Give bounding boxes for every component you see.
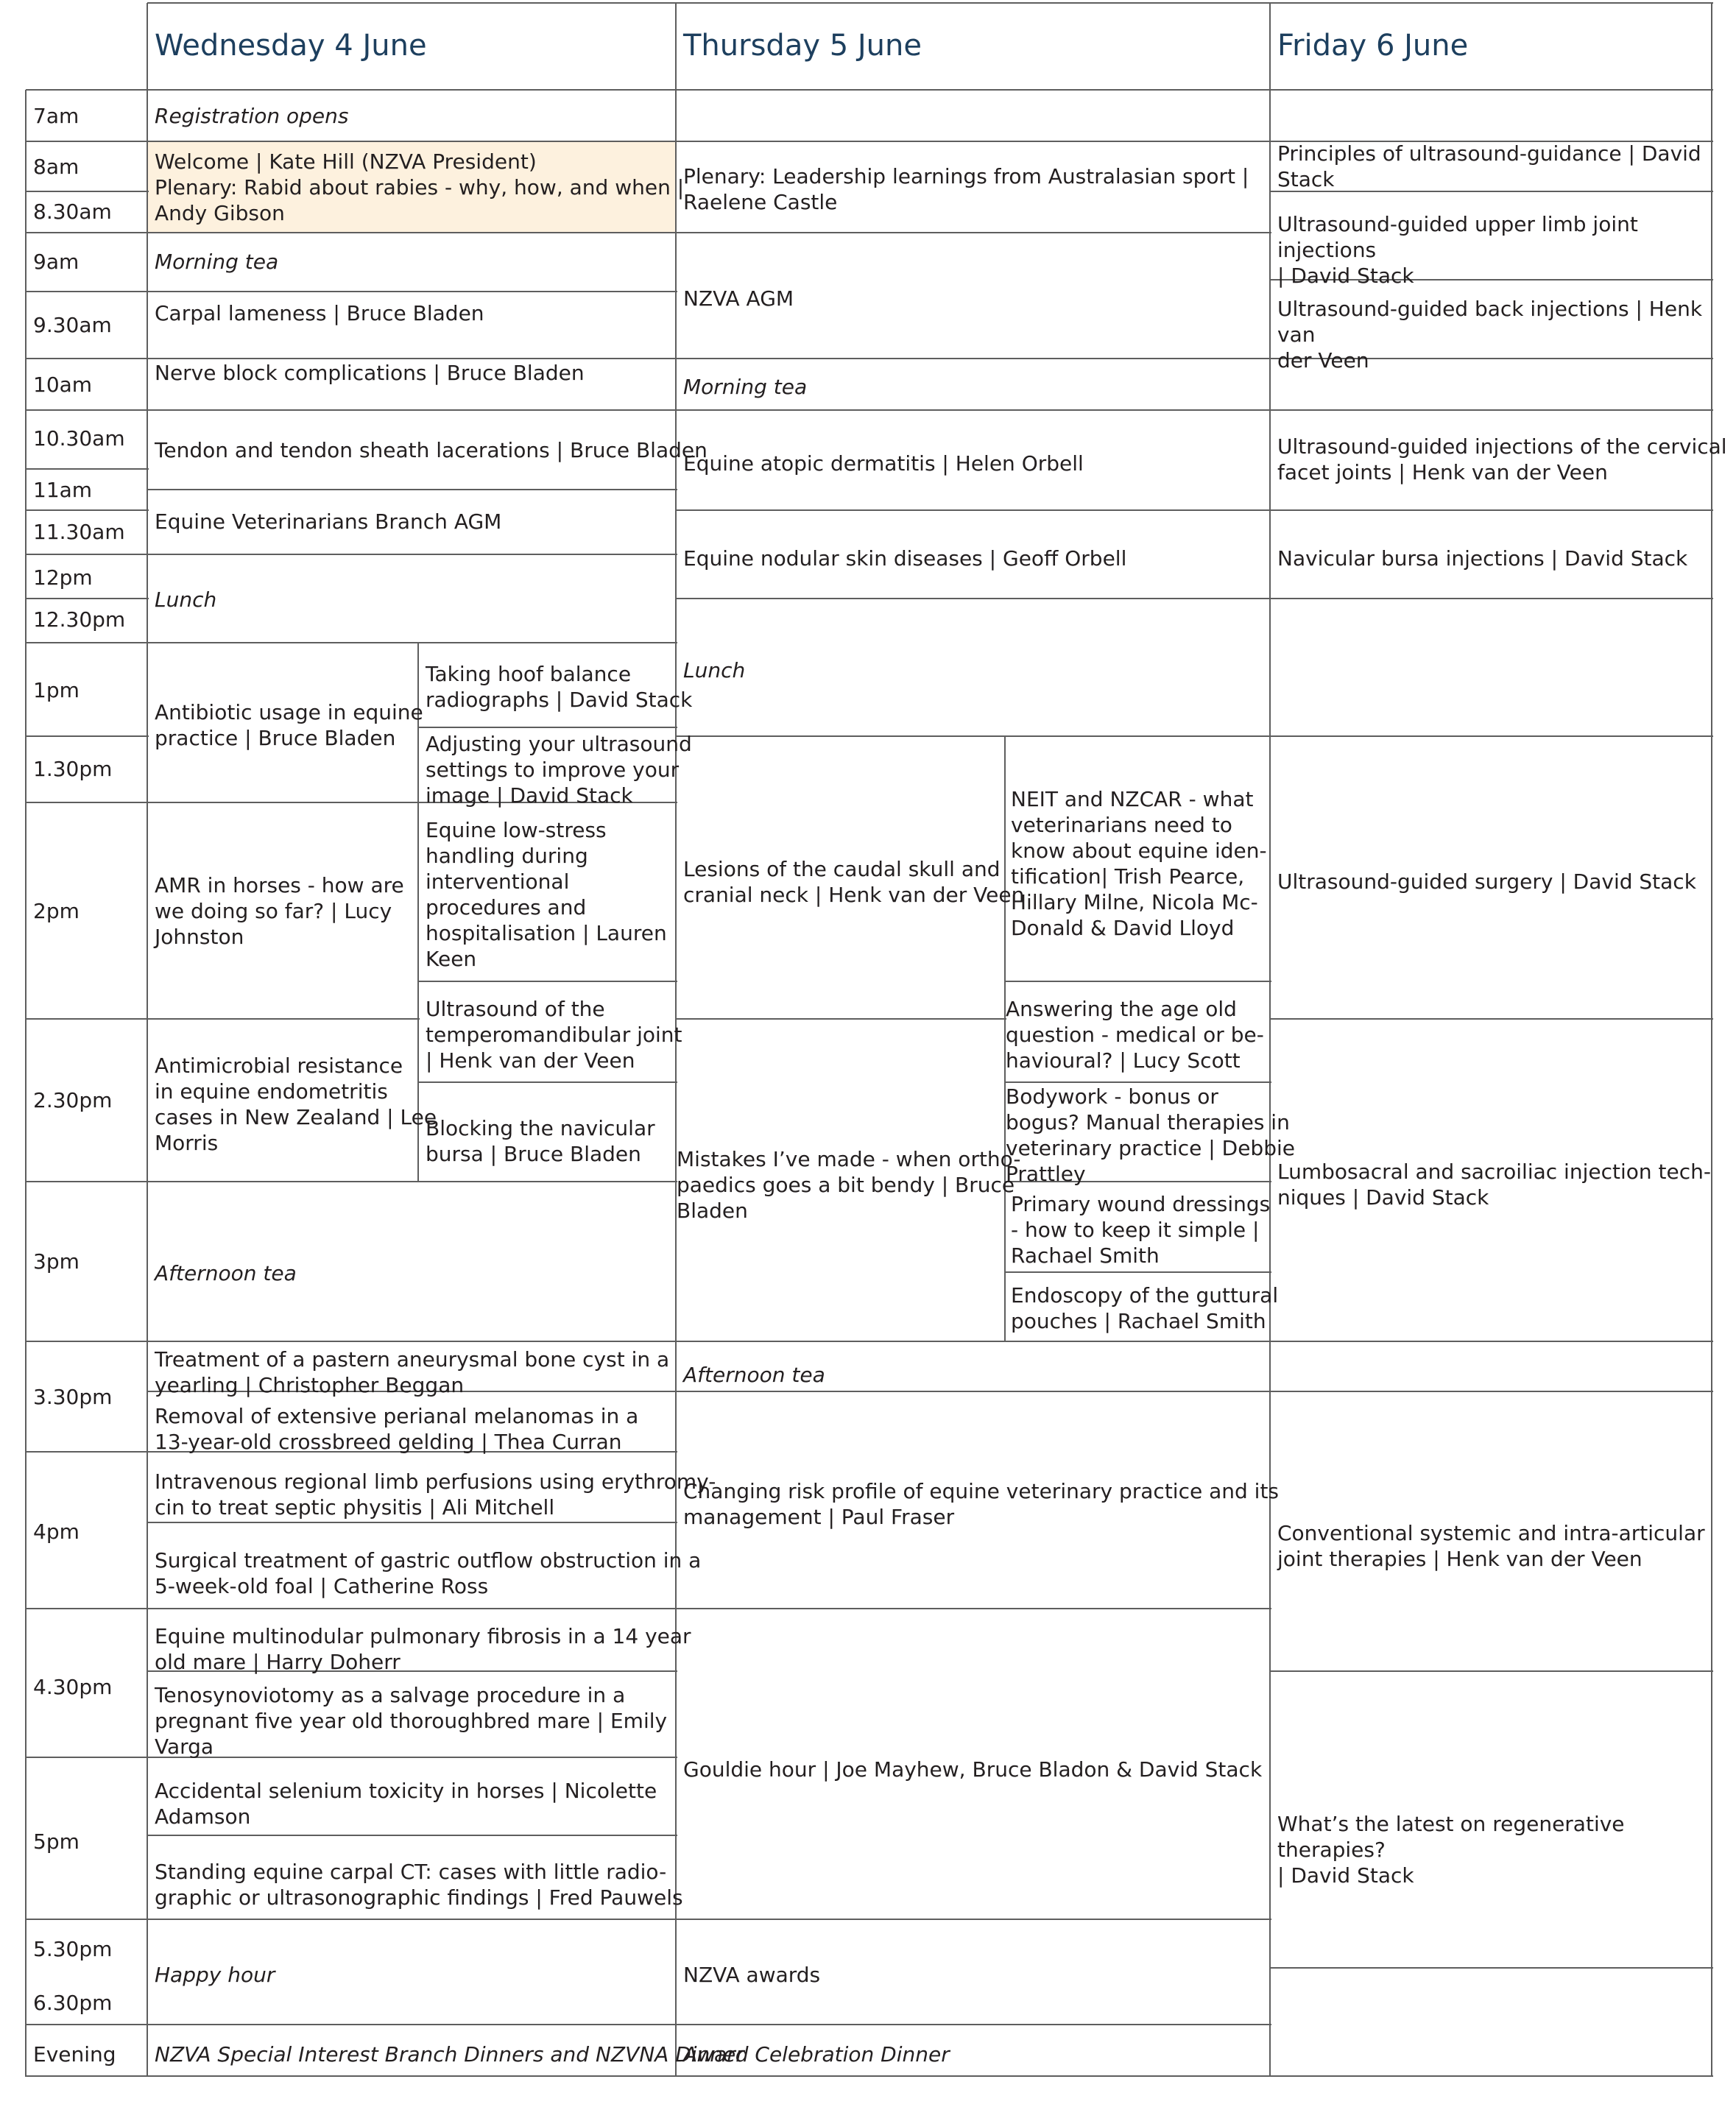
cervical-facet: Ultrasound-guided injections of the cervical facet joints | Henk van der Veen [1277,434,1727,484]
grid-line-horizontal [1270,1967,1713,1969]
welcome-plenary: Welcome | Kate Hill (NZVA President) Plenary: Rabid about rabies - why, how, and when | Andy Gibson [155,149,685,225]
nzva-awards: NZVA awards [683,1963,821,1987]
pastern-cyst: Treatment of a pastern aneurysmal bone cyst in a yearling | Christopher Beggan [155,1347,670,1397]
grid-line-horizontal [26,141,149,142]
grid-line-horizontal [418,1081,677,1083]
time-4pm: 4pm [33,1520,80,1544]
low-stress-handling: Equine low-stress handling during interventional procedures and hospitalisation | Lauren Keen [426,818,667,971]
time-1pm: 1pm [33,678,80,702]
upper-limb-injections: Ultrasound-guided upper limb joint injections | David Stack [1277,212,1638,288]
antimicrobial-resistance: Antimicrobial resistance in equine endometritis cases in New Zealand | Lee Morris [155,1054,437,1155]
caudal-skull-lesions: Lesions of the caudal skull and cranial neck | Henk van der Veen [683,857,1025,907]
grid-line-horizontal [147,1608,677,1609]
grid-line-horizontal [676,409,1713,411]
thu-afternoon-tea: Afternoon tea [683,1363,825,1387]
time-10am: 10am [33,373,93,397]
selenium-toxicity: Accidental selenium toxicity in horses | Nicolette Adamson [155,1779,657,1829]
grid-line-horizontal [147,1522,677,1523]
grid-line-horizontal [1005,1271,1271,1273]
grid-line-horizontal [147,1341,677,1342]
grid-line-horizontal [147,2,1713,4]
thu-morning-tea: Morning tea [683,375,808,399]
grid-line-horizontal [147,291,677,292]
time-930: 9.30am [33,313,112,337]
grid-line-horizontal [147,358,677,359]
grid-line-horizontal [676,1341,1713,1342]
tendon-lacerations: Tendon and tendon sheath lacerations | Bruce Bladen [155,438,708,462]
grid-line-horizontal [1270,1018,1713,1020]
time-3pm: 3pm [33,1249,80,1274]
grid-line-horizontal [147,802,420,803]
grid-line-horizontal [26,509,149,511]
time-430: 4.30pm [33,1675,113,1699]
grid-line-horizontal [26,802,149,803]
time-evening: Evening [33,2042,116,2067]
grid-line-horizontal [1270,1670,1713,1672]
nodular-skin: Equine nodular skin diseases | Geoff Orbell [683,546,1127,571]
time-11am: 11am [33,478,93,502]
amr-horses: AMR in horses - how are we doing so far? | Lucy Johnston [155,873,404,949]
hoof-radiographs: Taking hoof balance radiographs | David Stack [426,662,693,712]
grid-line-horizontal [147,1835,677,1836]
wed-afternoon-tea: Afternoon tea [155,1261,297,1285]
back-injections: Ultrasound-guided back injections | Henk van der Veen [1277,297,1703,373]
grid-line-horizontal [147,642,677,643]
mistakes-orthopaedics: Mistakes I’ve made - when ortho- paedics goes a bit bendy | Bruce Bladen [677,1147,1021,1223]
grid-line-horizontal [147,1181,677,1182]
grid-line-horizontal [676,598,1271,599]
atopic-dermatitis: Equine atopic dermatitis | Helen Orbell [683,451,1084,476]
grid-line-horizontal [147,2075,677,2077]
grid-line-horizontal [26,358,149,359]
grid-line-horizontal [26,1451,149,1453]
wed-dinner: NZVA Special Interest Branch Dinners and NZVNA Dinner [155,2042,744,2067]
grid-line-horizontal [147,554,677,555]
gastric-obstruction: Surgical treatment of gastric outflow obstruction in a 5-week-old foal | Catherine Ross [155,1548,702,1598]
friday-header: Friday 6 June [1277,29,1469,63]
grid-line-horizontal [1005,1081,1271,1083]
navicular-injections: Navicular bursa injections | David Stack [1277,546,1688,571]
grid-line-horizontal [26,1919,149,1920]
time-2pm: 2pm [33,899,80,923]
grid-line-horizontal [26,1181,149,1182]
grid-line-horizontal [26,598,149,599]
grid-line-vertical [1269,3,1271,2077]
grid-line-horizontal [1270,598,1713,599]
neit-nzcar: NEIT and NZCAR - what veterinarians need to know about equine iden- tification| Trish Pearce, Hillary Milne, Nicola Mc- Donald & David Lloyd [1011,787,1267,940]
grid-line-horizontal [676,1608,1271,1609]
time-630: 6.30pm [33,1991,113,2015]
grid-line-horizontal [26,735,149,737]
grid-line-horizontal [1005,981,1271,982]
principles-guidance: Principles of ultrasound-guidance | David Stack [1277,141,1701,191]
grid-line-horizontal [26,2075,149,2077]
carpal-ct: Standing equine carpal CT: cases with little radio- graphic or ultrasonographic findings | Fred Pauwels [155,1860,683,1910]
grid-line-horizontal [676,1018,1006,1020]
time-830: 8.30am [33,200,112,224]
wed-morning-tea: Morning tea [155,250,279,274]
grid-line-horizontal [147,232,677,233]
time-330: 3.30pm [33,1385,113,1409]
grid-line-horizontal [26,232,149,233]
happy-hour: Happy hour [155,1963,275,1987]
thu-plenary: Plenary: Leadership learnings from Australasian sport | Raelene Castle [683,164,1249,214]
conventional-therapies: Conventional systemic and intra-articular joint therapies | Henk van der Veen [1277,1521,1705,1571]
thursday-header: Thursday 5 June [683,29,922,63]
time-1130: 11.30am [33,520,125,544]
registration-opens: Registration opens [155,104,349,128]
grid-line-horizontal [26,642,149,643]
grid-line-horizontal [1270,1391,1713,1392]
wound-dressings: Primary wound dressings - how to keep it simple | Rachael Smith [1011,1192,1271,1268]
antibiotic-usage: Antibiotic usage in equine practice | Bruce Bladen [155,700,423,750]
perianal-melanomas: Removal of extensive perianal melanomas in a 13-year-old crossbreed gelding | Thea Curran [155,1404,639,1454]
equine-branch-agm: Equine Veterinarians Branch AGM [155,509,502,534]
grid-line-horizontal [676,2024,1271,2025]
time-7am: 7am [33,104,80,128]
thu-dinner: Award Celebration Dinner [683,2042,950,2067]
endoscopy-pouches: Endoscopy of the guttural pouches | Rachael Smith [1011,1283,1279,1333]
grid-line-horizontal [26,191,149,192]
grid-line-horizontal [26,554,149,555]
grid-line-vertical [25,90,27,2077]
grid-line-horizontal [676,2075,1271,2077]
regenerative-therapies: What’s the latest on regenerative therapies? | David Stack [1277,1812,1625,1888]
grid-line-horizontal [1270,509,1713,511]
gouldie-hour: Gouldie hour | Joe Mayhew, Bruce Bladon & David Stack [683,1757,1263,1782]
time-530: 5.30pm [33,1937,113,1961]
iv-limb-perfusions: Intravenous regional limb perfusions using erythromy- cin to treat septic physitis | Ali Mitchell [155,1469,716,1520]
ultrasound-settings: Adjusting your ultrasound settings to improve your image | David Stack [426,732,692,808]
changing-risk: Changing risk profile of equine veterinary practice and its management | Paul Fraser [683,1479,1280,1529]
wednesday-header: Wednesday 4 June [155,29,427,63]
time-1030: 10.30am [33,426,125,451]
tmj-ultrasound: Ultrasound of the temperomandibular joint | Henk van der Veen [426,997,682,1073]
grid-line-horizontal [147,1018,420,1020]
time-12pm: 12pm [33,565,93,590]
grid-line-horizontal [147,141,677,142]
pulmonary-fibrosis: Equine multinodular pulmonary fibrosis in a 14 year old mare | Harry Doherr [155,1624,691,1674]
grid-line-horizontal [26,1018,149,1020]
grid-line-horizontal [147,409,677,411]
blocking-navicular: Blocking the navicular bursa | Bruce Bladen [426,1116,655,1166]
grid-line-horizontal [418,981,677,982]
wed-lunch: Lunch [155,587,217,612]
grid-line-horizontal [26,409,149,411]
grid-line-horizontal [26,2024,149,2025]
tenosynoviotomy: Tenosynoviotomy as a salvage procedure in a pregnant five year old thoroughbred mare | Emily Varga [155,1683,668,1759]
time-8am: 8am [33,155,80,179]
grid-line-horizontal [147,1919,677,1920]
grid-line-horizontal [676,735,1713,737]
carpal-lameness: Carpal lameness | Bruce Bladen [155,301,484,325]
thu-lunch: Lunch [683,658,746,682]
grid-line-horizontal [418,727,677,728]
bodywork: Bodywork - bonus or bogus? Manual therapies in veterinary practice | Debbie Prattley [1006,1084,1295,1186]
time-1230: 12.30pm [33,607,126,632]
grid-line-horizontal [676,1919,1271,1920]
grid-line-horizontal [676,509,1271,511]
grid-line-horizontal [26,291,149,292]
grid-line-horizontal [1270,2075,1713,2077]
time-5pm: 5pm [33,1829,80,1854]
grid-line-horizontal [676,232,1271,233]
time-130: 1.30pm [33,757,113,781]
lumbosacral: Lumbosacral and sacroiliac injection tech- niques | David Stack [1277,1160,1711,1210]
grid-line-horizontal [676,141,1271,142]
grid-line-vertical [147,3,148,2077]
grid-line-horizontal [26,1608,149,1609]
nerve-block: Nerve block complications | Bruce Bladen [155,361,585,385]
time-9am: 9am [33,250,80,274]
grid-line-horizontal [26,1341,149,1342]
nzva-agm: NZVA AGM [683,286,794,311]
time-230: 2.30pm [33,1088,113,1112]
grid-line-horizontal [147,2024,677,2025]
ultrasound-surgery: Ultrasound-guided surgery | David Stack [1277,869,1696,894]
grid-line-horizontal [1270,89,1713,91]
age-old-question: Answering the age old question - medical or be- havioural? | Lucy Scott [1006,997,1264,1073]
grid-line-horizontal [26,1757,149,1758]
grid-line-horizontal [26,468,149,470]
grid-line-horizontal [147,489,677,490]
